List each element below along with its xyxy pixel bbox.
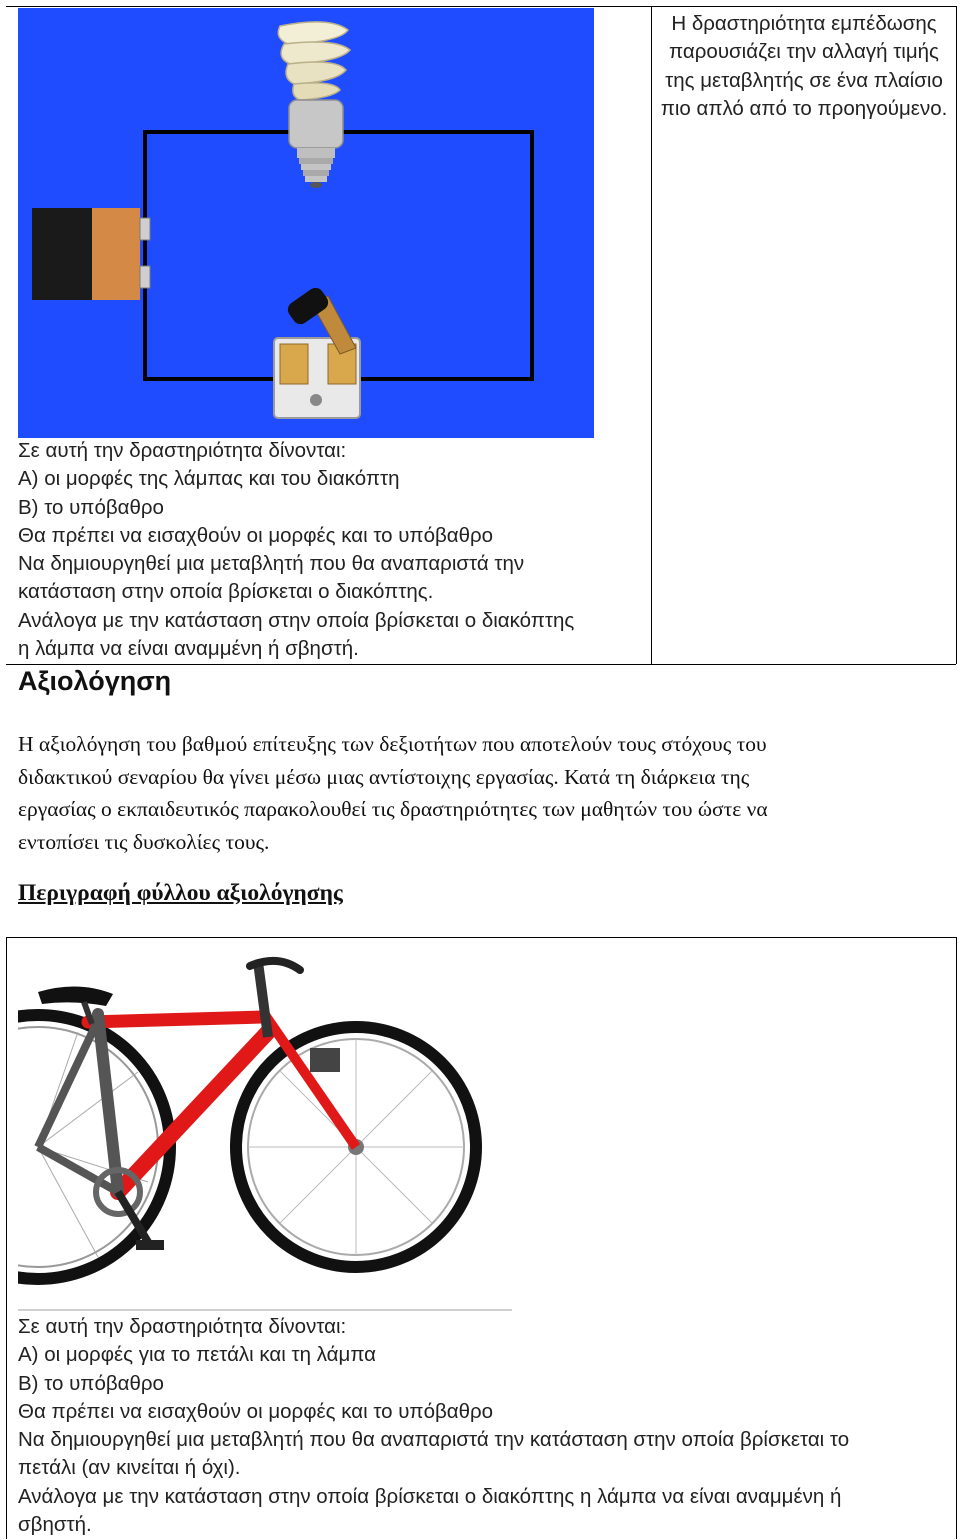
activity-description	[18, 437, 658, 663]
description-line: Θα πρέπει να εισαχθούν οι μορφές και το υπόβαθρο	[18, 523, 494, 547]
paragraph-line: διδακτικού σεναρίου θα γίνει μέσω μιας αντίστοιχης εργασίας. Κατά τη διάρκεια της	[18, 764, 750, 789]
description-line: Β) το υπόβαθρο	[18, 1371, 164, 1395]
description-line: Ανάλογα με την κατάσταση στην οποία βρίσκεται ο διακόπτης η λάμπα να είναι αναμμένη ή	[18, 1484, 842, 1508]
description-line: κατάσταση στην οποία βρίσκεται ο διακόπτης.	[18, 580, 434, 604]
description-line: Ανάλογα με την κατάσταση στην οποία βρίσκεται ο διακόπτης	[18, 608, 575, 632]
description-line: Β) το υπόβαθρο	[18, 495, 164, 519]
battery-icon	[32, 208, 150, 300]
description-line: Α) οι μορφές της λάμπας και του διακόπτη	[18, 467, 400, 491]
activity-note: Η δραστηριότητα εμπέδωσης παρουσιάζει την αλλαγή τιμής της μεταβλητής σε ένα πλαίσιο πιο απλό από το προηγούμενο.	[660, 12, 948, 120]
table-right-border	[956, 937, 957, 1539]
table-left-border	[6, 937, 7, 1539]
activity-description-2	[18, 1313, 953, 1539]
section-heading: Αξιολόγηση	[18, 666, 172, 696]
description-line: Σε αυτή την δραστηριότητα δίνονται:	[18, 439, 347, 462]
description-line: Να δημιουργηθεί μια μεταβλητή που θα αναπαριστά την	[18, 552, 525, 576]
description-line: Σε αυτή την δραστηριότητα δίνονται:	[18, 1315, 347, 1338]
description-line: σβηστή.	[18, 1513, 92, 1537]
circuit-image	[18, 8, 594, 438]
evaluation-paragraph	[18, 728, 938, 858]
evaluation-sheet-heading: Περιγραφή φύλλου αξιολόγησης	[18, 880, 343, 906]
description-line: πετάλι (αν κινείται ή όχι).	[18, 1456, 241, 1480]
paragraph-line: Η αξιολόγηση του βαθμού επίτευξης των δεξιοτήτων που αποτελούν τους στόχους του	[18, 732, 767, 756]
paragraph-line: εργασίας ο εκπαιδευτικός παρακολουθεί τις δραστηριότητες των μαθητών του ώστε να	[18, 797, 768, 821]
bicycle-image	[18, 942, 512, 1312]
paragraph-line: εντοπίσει τις δυσκολίες τους.	[18, 829, 270, 854]
description-line: Θα πρέπει να εισαχθούν οι μορφές και το υπόβαθρο	[18, 1399, 494, 1423]
table-right-border	[956, 6, 957, 664]
description-line: η λάμπα να είναι αναμμένη ή σβηστή.	[18, 637, 359, 661]
description-line: Να δημιουργηθεί μια μεταβλητή που θα αναπαριστά την κατάσταση στην οποία βρίσκεται το	[18, 1428, 850, 1452]
description-line: Α) οι μορφές για το πετάλι και τη λάμπα	[18, 1343, 377, 1367]
